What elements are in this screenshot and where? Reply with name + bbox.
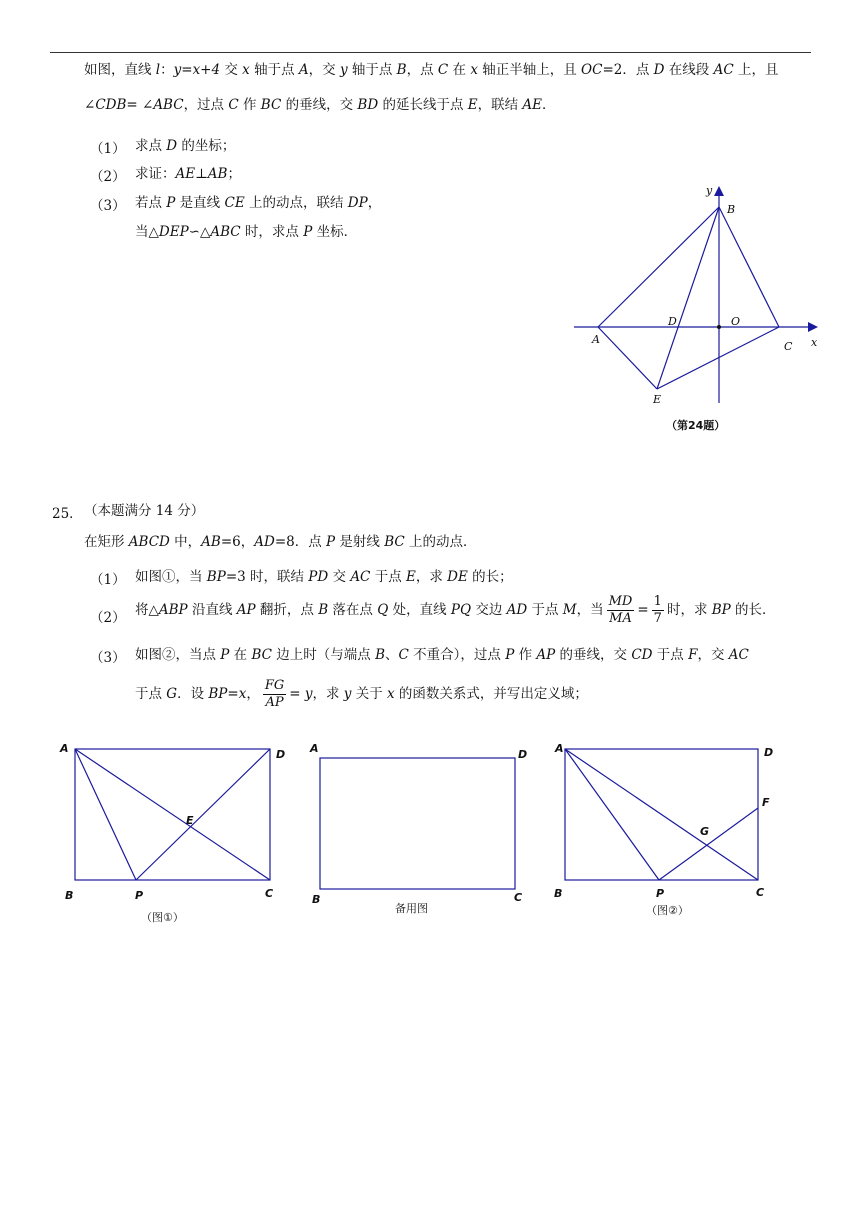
fig2-rectangle: [320, 758, 515, 889]
fig2-label-A: A: [310, 742, 319, 755]
label-y: y: [706, 184, 713, 197]
fig1-caption: （图①）: [141, 911, 184, 924]
fig3-segment-AP: [565, 749, 659, 880]
label-C: C: [784, 340, 793, 353]
fig1-label-P: P: [135, 889, 144, 902]
label-O: O: [731, 315, 741, 328]
fig3-label-F: F: [762, 796, 770, 809]
q25-heading: （本题满分 14 分）: [84, 503, 205, 519]
q24-figure-caption: （第24题）: [666, 419, 726, 432]
q25-sub3-text: 如图②，当点 P 在 BC 边上时（与端点 B、C 不重合），过点 P 作 AP 的垂线，交 CD 于点 F，交 AC: [135, 647, 749, 663]
q25-sub1-number: （1）: [90, 572, 126, 588]
fig2-caption: 备用图: [395, 902, 428, 915]
fig1-segment-AP: [75, 749, 136, 880]
fig2-label-B: B: [312, 893, 321, 906]
fig1-diagonal-AC: [75, 749, 270, 880]
fig1-label-D: D: [276, 748, 286, 761]
q25-sub3-text-line2: 于点 G．设 BP=x， $\frac{FG}{AP}$ = y，求 y 关于 x 的函数关系式，并写出定义域；: [135, 678, 588, 710]
q25-intro: 在矩形 ABCD 中，AB=6，AD=8．点 P 是射线 BC 上的动点．: [84, 534, 477, 550]
fraction-one-seventh: $\frac{1}{7}$: [653, 594, 662, 626]
q25-sub2-number: （2）: [90, 610, 126, 626]
fig3-label-B: B: [554, 887, 563, 900]
fig1-label-E: E: [186, 814, 194, 827]
fig3-label-C: C: [756, 886, 765, 899]
fraction-md-ma: $\frac{MD}{MA}$: [608, 594, 633, 626]
fig2-label-D: D: [518, 748, 528, 761]
fig3-diagonal-AC: [565, 749, 758, 880]
q24-sub2-text: 求证：AE⊥AB；: [135, 166, 241, 182]
label-B: B: [727, 203, 736, 216]
q24-sub2-number: （2）: [90, 169, 126, 185]
label-A: A: [592, 333, 600, 346]
q24-intro-line1: 如图，直线 l：y=x+4 交 x 轴于点 A，交 y 轴于点 B，点 C 在 x 轴正半轴上，且 OC=2．点 D 在线段 AC 上，且: [84, 62, 779, 78]
label-E: E: [653, 393, 662, 406]
q24-sub1-text: 求点 D 的坐标；: [135, 138, 236, 154]
fig3-label-P: P: [656, 887, 665, 900]
q24-sub3-number: （3）: [90, 198, 126, 214]
q24-intro-line2: ∠CDB= ∠ABC，过点 C 作 BC 的垂线，交 BD 的延长线于点 E，联结 AE．: [84, 97, 556, 113]
fig1-label-C: C: [265, 887, 274, 900]
q25-sub3-number: （3）: [90, 650, 126, 666]
fig3-label-G: G: [700, 825, 710, 838]
q25-heading-number: 25．: [52, 506, 83, 522]
fig3-caption: （图②）: [646, 904, 689, 917]
fig1-segment-PD: [136, 749, 270, 880]
fig1-label-A: A: [60, 742, 69, 755]
fig3-label-A: A: [555, 742, 564, 755]
q25-sub2-text: 将△ABP 沿直线 AP 翻折，点 B 落在点 Q 处，直线 PQ 交边 AD 于点 M，当 $\frac{MD}{MA}$ = $\frac{1}{7}$ 时，求 BP 的长．: [135, 594, 776, 626]
q24-sub1-number: （1）: [90, 141, 126, 157]
fig1-label-B: B: [65, 889, 74, 902]
q24-sub3-text-line2: 当△DEP∽△ABC 时，求点 P 坐标．: [135, 224, 358, 240]
q25-sub1-text: 如图①，当 BP=3 时，联结 PD 交 AC 于点 E，求 DE 的长；: [135, 569, 513, 585]
q24-sub3-text: 若点 P 是直线 CE 上的动点，联结 DP，: [135, 195, 382, 211]
label-D: D: [668, 315, 677, 328]
fig3-label-D: D: [764, 746, 774, 759]
label-x: x: [811, 336, 818, 349]
fraction-fg-ap: $\frac{FG}{AP}$: [264, 678, 285, 710]
fig2-label-C: C: [514, 891, 523, 904]
